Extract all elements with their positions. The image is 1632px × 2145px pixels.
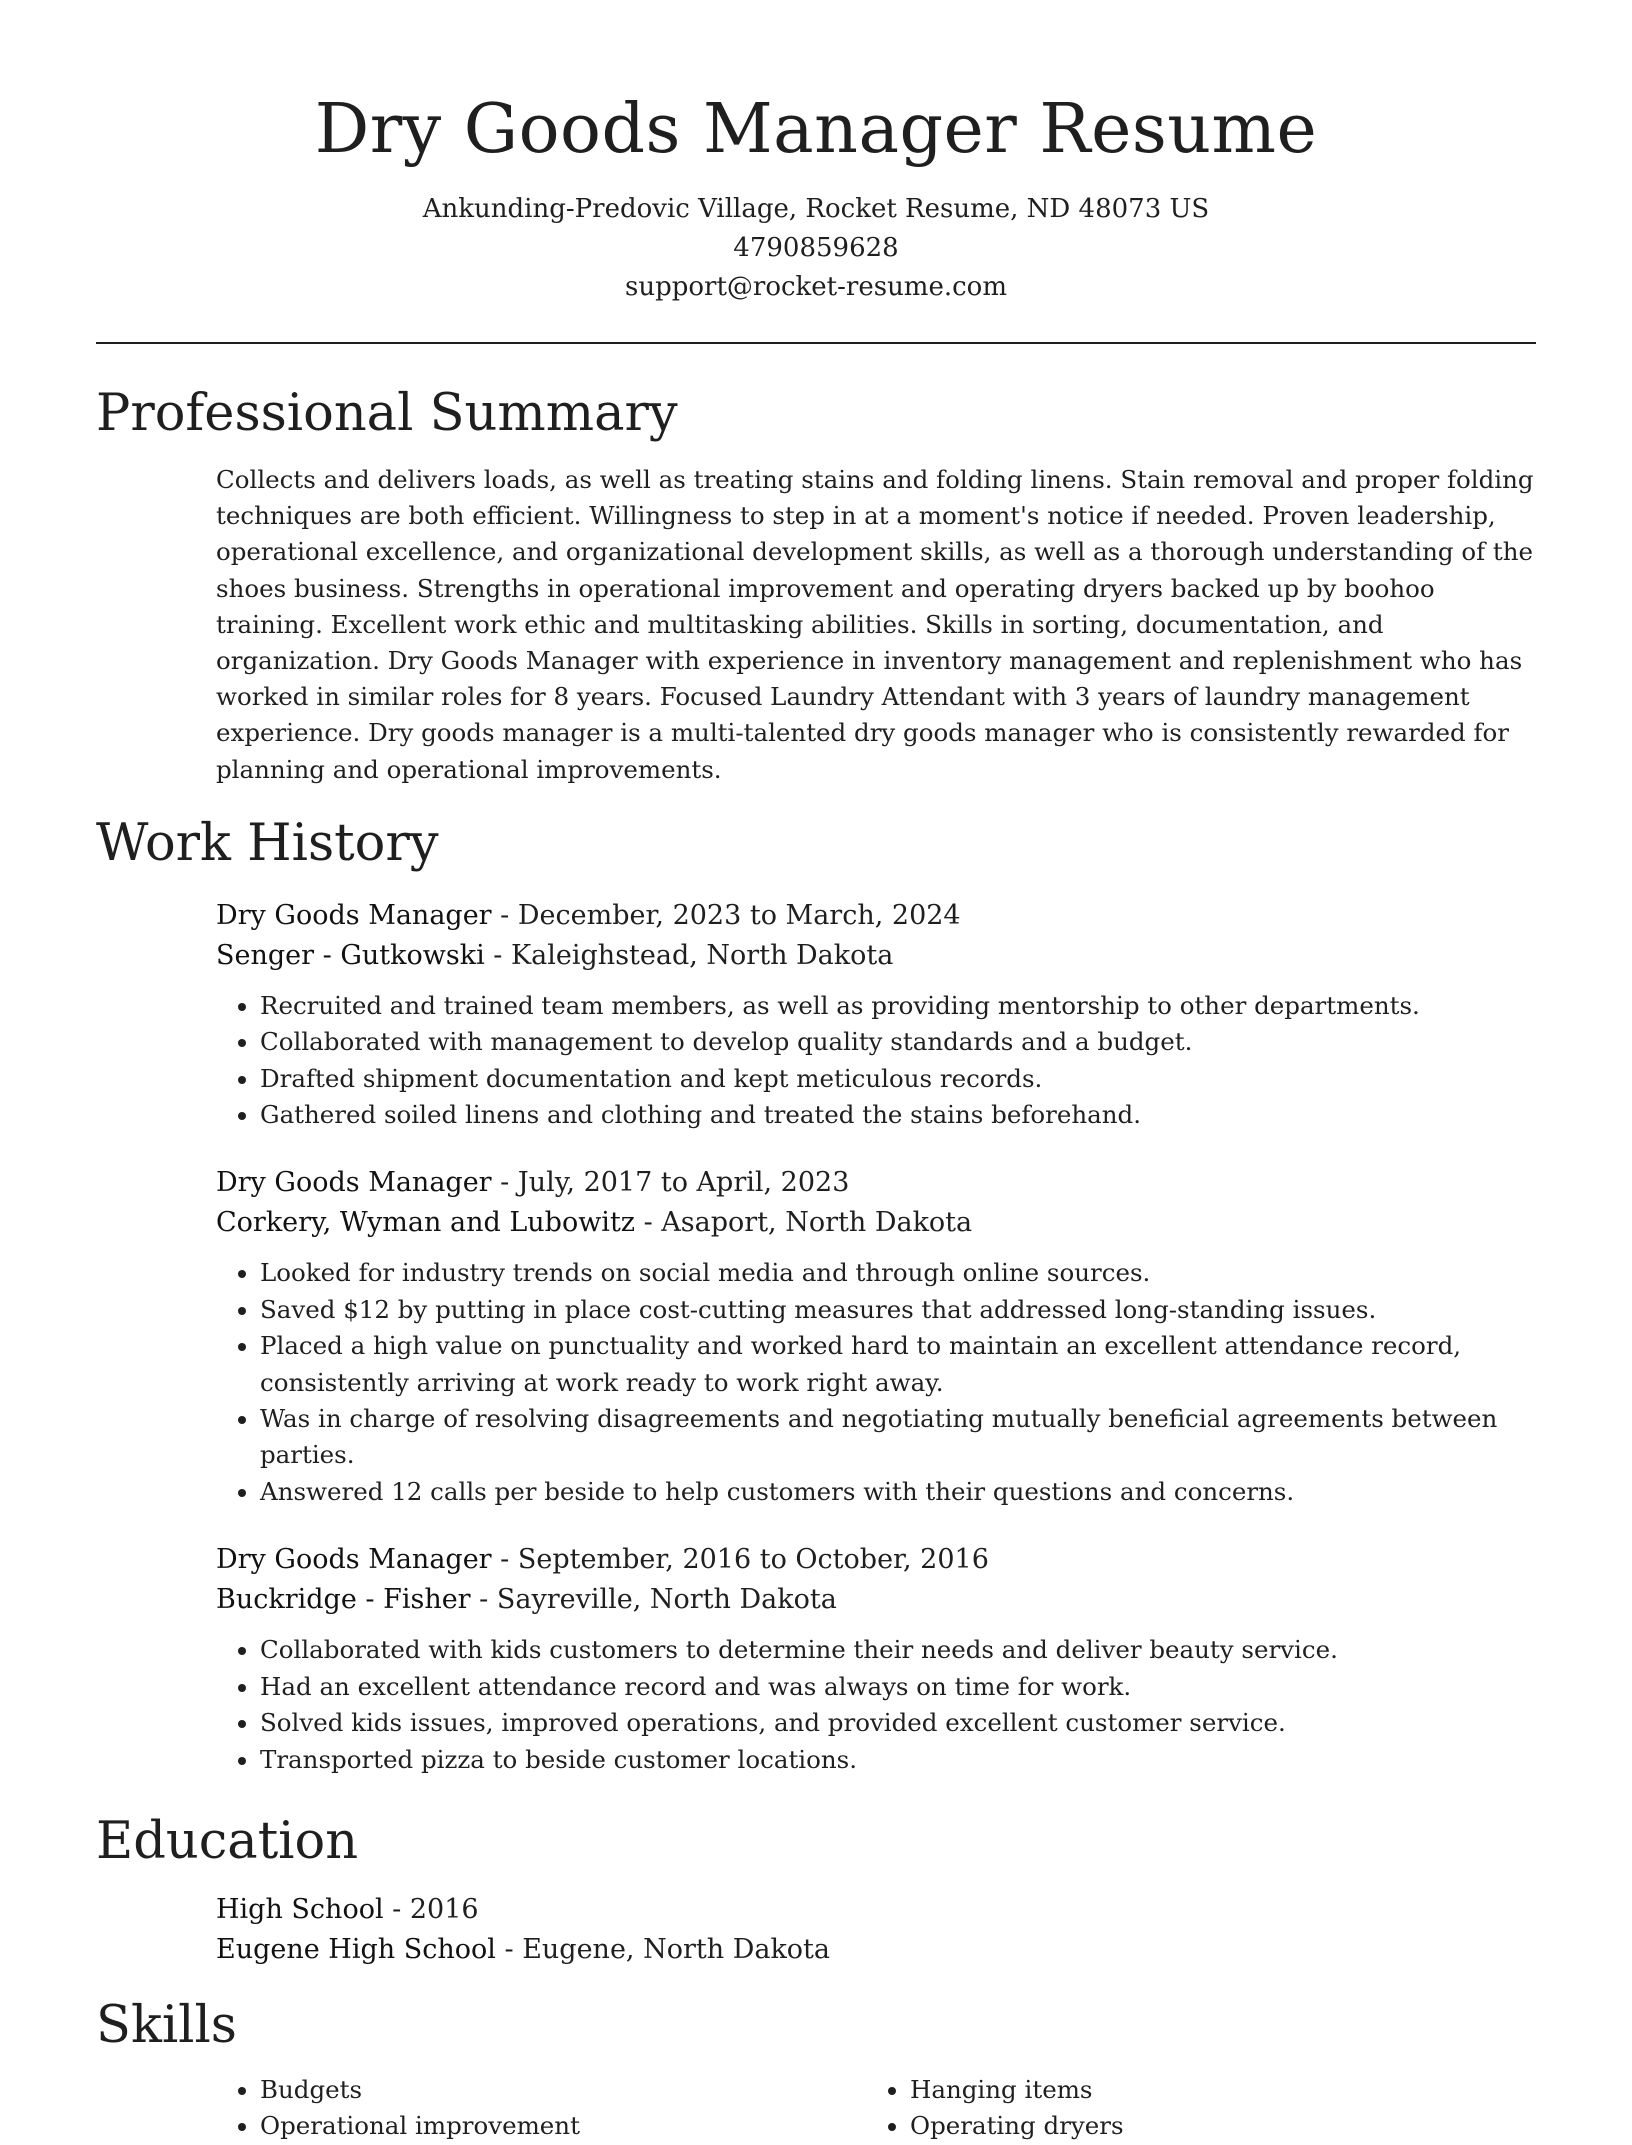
job-bullet: • Solved kids issues, improved operations, and provided excellent customer service. [260, 1705, 1536, 1741]
summary-text: Collects and delivers loads, as well as treating stains and folding linens. Stain removal and proper folding techniques are both efficient. Willingness to step in at a moment's notice if needed. Proven leadership, operational excellence, and organizational development skills, as well as a thorough understanding of the shoes business. Strengths in operational improvement and operating dryers backed up by boohoo training. Excellent work ethic and multitasking abilities. Skills in sorting, documentation, and organization. Dry Goods Manager with experience in inventory management and replenishment who has worked in similar roles for 8 years. Focused Laundry Attendant with 3 years of laundry management experience. Dry goods manager is a multi-talented dry goods manager who is consistently rewarded for planning and operational improvements. [216, 465, 1534, 784]
section-title-skills: Skills [96, 1995, 237, 2055]
skill-item: • Operational improvement [260, 2108, 866, 2144]
education-year: - 2016 [383, 1893, 479, 1925]
education-school-line [216, 1930, 1536, 1970]
job-company-line [216, 1203, 1536, 1243]
job-bullet: • Gathered soiled linens and clothing and treated the stains beforehand. [260, 1097, 1536, 1133]
job-bullet: • Collaborated with kids customers to determine their needs and deliver beauty service. [260, 1632, 1536, 1668]
contact-address: Ankunding-Predovic Village, Rocket Resume, ND 48073 US [422, 194, 1210, 224]
job-company: Senger - Gutkowski [216, 939, 485, 971]
education-location: - Eugene, North Dakota [495, 1933, 831, 1965]
section-title-summary: Professional Summary [96, 384, 678, 443]
contact-email: support@rocket-resume.com [624, 272, 1007, 302]
job-bullet: • Had an excellent attendance record and was always on time for work. [260, 1669, 1536, 1705]
job-location: - Asaport, North Dakota [635, 1207, 973, 1239]
education-section [96, 1808, 1536, 1970]
job-bullet: • Collaborated with management to develop quality standards and a budget. [260, 1024, 1536, 1060]
header-divider [96, 342, 1536, 344]
work-history-section [96, 810, 1536, 1778]
job-dates: - September, 2016 to October, 2016 [491, 1544, 989, 1576]
job-bullets [216, 1255, 1536, 1510]
job-company: Buckridge - Fisher [216, 1584, 471, 1616]
job-location: - Sayreville, North Dakota [470, 1584, 837, 1616]
job-bullet: • Saved $12 by putting in place cost-cutting measures that addressed long-standing issues. [260, 1292, 1536, 1328]
job-title-line [216, 1163, 1536, 1203]
job-bullet: • Was in charge of resolving disagreements and negotiating mutually beneficial agreements between parties. [260, 1401, 1536, 1474]
job-location: - Kaleighstead, North Dakota [484, 939, 894, 971]
job-dates: - December, 2023 to March, 2024 [491, 899, 961, 931]
job-bullet: • Recruited and trained team members, as well as providing mentorship to other departments. [260, 988, 1536, 1024]
job-company-line [216, 1580, 1536, 1620]
job-entry [216, 896, 1536, 1134]
skill-item: • Budgets [260, 2072, 866, 2108]
job-company-line [216, 936, 1536, 976]
skill-item: • Hanging items [910, 2072, 1536, 2108]
job-entry [216, 1163, 1536, 1510]
section-title-work-history: Work History [96, 813, 439, 873]
job-role: Dry Goods Manager [216, 1544, 492, 1576]
job-bullet: • Placed a high value on punctuality and worked hard to maintain an excellent attendance record, consistently arriving at work ready to work right away. [260, 1328, 1536, 1401]
skills-grid [216, 2072, 1536, 2145]
skills-list-left [216, 2072, 866, 2145]
job-bullet: • Drafted shipment documentation and kept meticulous records. [260, 1061, 1536, 1097]
job-dates: - July, 2017 to April, 2023 [491, 1167, 850, 1199]
job-title-line [216, 896, 1536, 936]
job-role: Dry Goods Manager [216, 899, 492, 931]
job-title-line [216, 1540, 1536, 1580]
job-bullet: • Looked for industry trends on social media and through online sources. [260, 1255, 1536, 1291]
job-bullet: • Answered 12 calls per beside to help customers with their questions and concerns. [260, 1474, 1536, 1510]
section-title-education: Education [96, 1811, 359, 1871]
job-entry [216, 1540, 1536, 1778]
skill-item: • Operating dryers [910, 2108, 1536, 2144]
job-bullets [216, 988, 1536, 1134]
job-bullet: • Transported pizza to beside customer locations. [260, 1742, 1536, 1778]
skills-section [96, 1992, 1536, 2145]
job-role: Dry Goods Manager [216, 1167, 492, 1199]
resume-title: Dry Goods Manager Resume [314, 90, 1318, 169]
contact-phone: 4790859628 [733, 233, 899, 263]
skills-list-right [866, 2072, 1536, 2145]
education-degree: High School [216, 1893, 384, 1925]
job-company: Corkery, Wyman and Lubowitz [216, 1207, 636, 1239]
resume-header [96, 84, 1536, 307]
education-school: Eugene High School [216, 1933, 496, 1965]
professional-summary-section [96, 380, 1536, 788]
job-bullets [216, 1632, 1536, 1778]
education-degree-line [216, 1890, 1536, 1930]
